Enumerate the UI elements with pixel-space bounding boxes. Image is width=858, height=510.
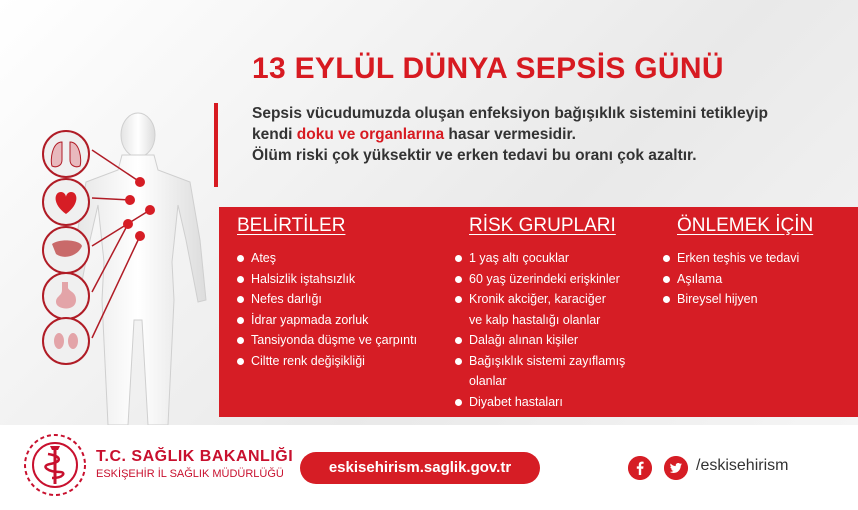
intro-text-part: hasar vermesidir. <box>444 126 576 143</box>
organ-point <box>145 205 155 215</box>
intro-highlight: doku ve organlarına <box>296 126 445 143</box>
human-body-illustration <box>0 95 230 425</box>
list-item-text: Bağışıklık sistemi zayıflamış <box>469 353 626 368</box>
ministry-logo <box>22 432 88 498</box>
symptoms-heading: BELİRTİLER <box>237 215 346 236</box>
list-item: Bireysel hijyen <box>663 289 813 310</box>
organ-point <box>123 219 133 229</box>
list-item <box>455 351 625 392</box>
list-item-text: 1 yaş altı çocuklar <box>469 251 570 265</box>
heart-icon <box>43 179 89 225</box>
prevention-column <box>663 215 813 310</box>
ministry-name: T.C. SAĞLIK BAKANLIĞI <box>96 448 294 465</box>
list-item-text: olanlar <box>469 374 507 388</box>
list-item: İdrar yapmada zorluk <box>237 310 417 331</box>
list-item: Nefes darlığı <box>237 289 417 310</box>
list-item-text: Kronik akciğer, karaciğer <box>469 292 606 306</box>
intro-text-part: kendi <box>252 126 297 143</box>
website-link[interactable]: eskisehirism.saglik.gov.tr <box>300 452 540 484</box>
list-item: Tansiyonda düşme ve çarpıntı <box>237 330 417 351</box>
list-item <box>455 248 625 269</box>
intro-line-2 <box>252 124 768 145</box>
list-item <box>455 289 625 330</box>
kidney-icon <box>43 318 89 364</box>
list-item: Halsizlik iştahsızlık <box>237 269 417 290</box>
liver-icon <box>43 227 89 273</box>
organ-point <box>125 195 135 205</box>
intro-text <box>214 103 768 187</box>
directorate-name: ESKİŞEHİR İL SAĞLIK MÜDÜRLÜĞÜ <box>96 468 284 480</box>
body-silhouette <box>70 113 206 425</box>
list-item <box>455 269 625 290</box>
prevention-list <box>663 248 813 310</box>
list-item <box>455 392 625 413</box>
symptoms-column <box>237 215 417 371</box>
lungs-icon <box>43 131 89 177</box>
symptoms-list <box>237 248 417 371</box>
intro-line-1: Sepsis vücudumuzda oluşan enfeksiyon bağışıklık sistemini tetikleyip <box>252 105 768 122</box>
risk-groups-column <box>455 215 625 412</box>
info-panel <box>219 207 858 417</box>
list-item-text: Diyabet hastaları <box>469 394 563 409</box>
risk-groups-list <box>455 248 625 412</box>
page-title: 13 EYLÜL DÜNYA SEPSİS GÜNÜ <box>252 52 724 85</box>
prevention-heading: ÖNLEMEK İÇİN <box>677 215 814 236</box>
intro-line-3: Ölüm riski çok yüksektir ve erken tedavi bu oranı çok azaltır. <box>252 147 697 164</box>
twitter-icon[interactable] <box>664 456 688 480</box>
list-item-text: 60 yaş üzerindeki erişkinler <box>469 271 620 286</box>
facebook-icon[interactable] <box>628 456 652 480</box>
list-item: Ateş <box>237 248 417 269</box>
organ-point <box>135 231 145 241</box>
social-handle[interactable]: /eskisehirism <box>696 457 789 474</box>
stomach-icon <box>43 273 89 319</box>
organ-point <box>135 177 145 187</box>
list-item-text: ve kalp hastalığı olanlar <box>469 312 601 327</box>
risk-groups-heading: RİSK GRUPLARI <box>469 215 616 236</box>
list-item: Ciltte renk değişikliği <box>237 351 417 372</box>
list-item-text: Dalağı alınan kişiler <box>469 333 579 347</box>
list-item: Aşılama <box>663 269 813 290</box>
list-item: Erken teşhis ve tedavi <box>663 248 813 269</box>
list-item <box>455 330 625 351</box>
